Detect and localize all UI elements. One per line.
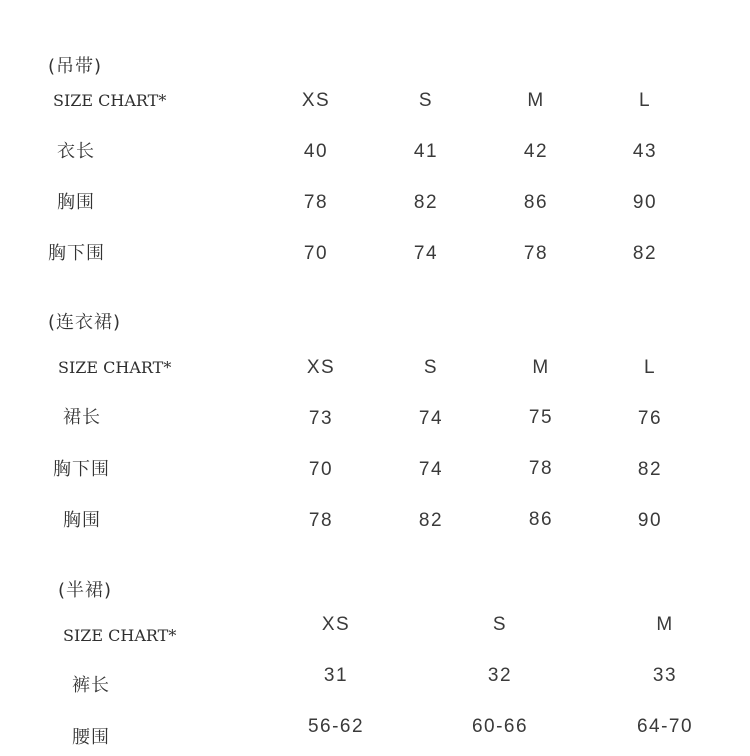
size-header-m: M: [527, 90, 545, 111]
row-label: 胸下围: [53, 459, 110, 480]
size-chart-label: SIZE CHART*: [53, 91, 167, 110]
table-cell: 70: [303, 243, 329, 264]
size-header-m: M: [532, 357, 550, 378]
size-chart-label: SIZE CHART*: [63, 626, 177, 645]
table-cell: 70: [308, 459, 334, 480]
row-label: 腰围: [72, 727, 110, 748]
table-cell: 82: [632, 243, 658, 264]
table-cell: 82: [413, 192, 439, 213]
table-cell: 43: [632, 141, 658, 162]
table-cell: 86: [523, 192, 549, 213]
size-chart-label: SIZE CHART*: [58, 358, 172, 377]
row-label: 胸下围: [48, 243, 105, 264]
table-cell: 78: [308, 510, 334, 531]
row-label: 衣长: [57, 141, 95, 162]
row-label: 裤长: [72, 675, 110, 696]
table-cell: 86: [528, 509, 554, 530]
table-cell: 40: [303, 141, 329, 162]
row-label: 胸围: [57, 192, 95, 213]
table-cell: 31: [323, 665, 349, 686]
size-header-xs: XS: [321, 614, 351, 635]
table-cell: 56-62: [307, 716, 365, 737]
row-label: 裙长: [63, 407, 101, 428]
table-cell: 78: [528, 458, 554, 479]
table-cell: 73: [308, 408, 334, 429]
size-header-m: M: [656, 614, 674, 635]
size-header-l: L: [638, 90, 652, 111]
table-cell: 78: [523, 243, 549, 264]
table-cell: 82: [637, 459, 663, 480]
size-header-s: S: [418, 90, 434, 111]
table-cell: 90: [637, 510, 663, 531]
section-title-camisole: (吊带): [48, 56, 103, 77]
row-label: 胸围: [63, 510, 101, 531]
table-cell: 32: [487, 665, 513, 686]
section-title-skirt: (半裙): [58, 580, 113, 601]
size-header-s: S: [423, 357, 439, 378]
table-cell: 74: [413, 243, 439, 264]
table-cell: 60-66: [471, 716, 529, 737]
table-cell: 82: [418, 510, 444, 531]
size-header-l: L: [643, 357, 657, 378]
table-cell: 74: [418, 459, 444, 480]
table-cell: 41: [413, 141, 439, 162]
table-cell: 64-70: [636, 716, 694, 737]
table-cell: 33: [652, 665, 678, 686]
table-cell: 78: [303, 192, 329, 213]
size-header-s: S: [492, 614, 508, 635]
table-cell: 75: [528, 407, 554, 428]
table-cell: 74: [418, 408, 444, 429]
size-header-xs: XS: [301, 90, 331, 111]
section-title-dress: (连衣裙): [48, 312, 122, 333]
table-cell: 42: [523, 141, 549, 162]
table-cell: 76: [637, 408, 663, 429]
table-cell: 90: [632, 192, 658, 213]
size-header-xs: XS: [306, 357, 336, 378]
